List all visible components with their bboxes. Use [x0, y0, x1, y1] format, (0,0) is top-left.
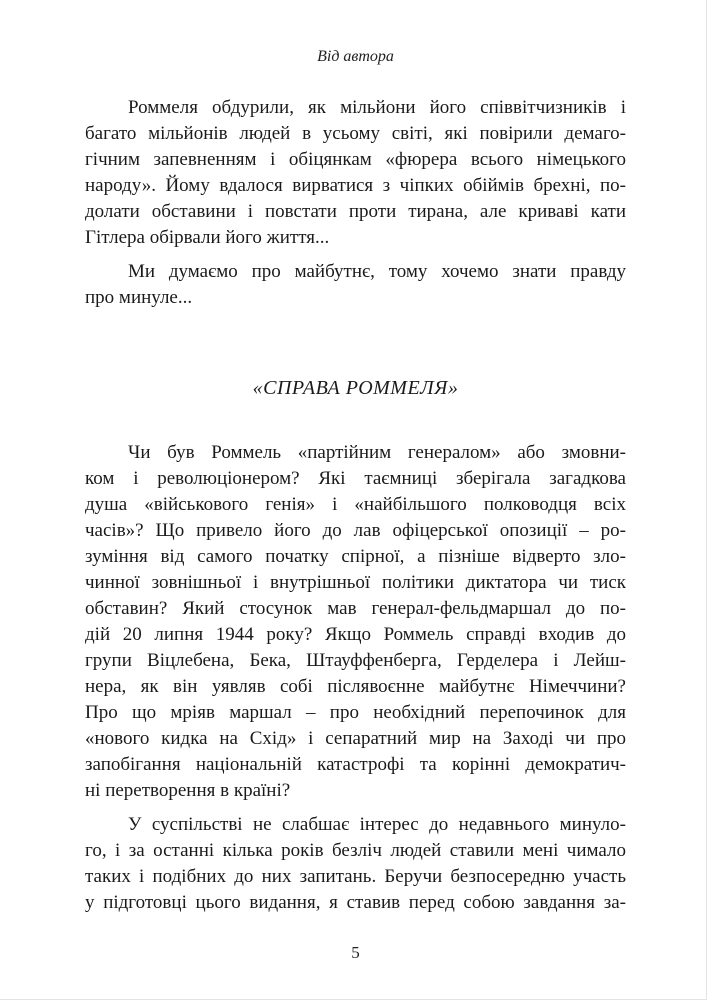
paragraph [85, 95, 626, 251]
paragraph [85, 440, 626, 804]
text-line: у підготовці цього видання, я ставив перед собою завдання за- [85, 892, 626, 913]
text-line: часів»? Що привело його до лав офіцерської опозиції – ро- [85, 520, 626, 541]
text-line: таких і подібних до них запитань. Беручи безпосередню участь [85, 866, 626, 887]
text-line: багато мільйонів людей в усьому світі, які повірили демаго- [85, 123, 626, 144]
text-line: ком і революціонером? Які таємниці зберігала загадкова [85, 468, 626, 489]
page-number: 5 [351, 943, 360, 962]
text-line: групи Віцлебена, Бека, Штауффенберга, Герделера і Лейш- [85, 650, 626, 671]
text-line: Гітлера обірвали його життя... [85, 227, 330, 248]
text-line: про минуле... [85, 287, 193, 308]
text-line: обставин? Який стосунок мав генерал-фельдмаршал до по- [85, 598, 626, 619]
text-line: нера, як він уявляв собі післявоєнне майбутнє Німеччини? [85, 676, 626, 697]
section-heading: «СПРАВА РОММЕЛЯ» [252, 377, 459, 399]
running-header: Від автора [317, 48, 394, 65]
text-line: Ми думаємо про майбутнє, тому хочемо знати правду [128, 261, 626, 282]
text-line: дій 20 липня 1944 року? Якщо Роммель справді входив до [85, 624, 626, 645]
text-line: народу». Йому вдалося вирватися з чіпких обіймів брехні, по- [85, 175, 626, 196]
text-line: Роммеля обдурили, як мільйони його співвітчизників і [128, 97, 626, 118]
text-line: Чи був Роммель «партійним генералом» або змовни- [128, 442, 626, 463]
text-line: ні перетворення в країні? [85, 780, 291, 801]
text-line: чинної зовнішньої і внутрішньої політики диктатора чи тиск [85, 572, 626, 593]
text-line: душа «військового генія» і «найбільшого полководця всіх [85, 494, 626, 515]
paragraph [85, 812, 626, 916]
text-line: гічним запевненням і обіцянкам «фюрера всього німецького [85, 149, 626, 170]
text-line: долати обставини і повстати проти тирана, але криваві кати [85, 201, 626, 222]
text-line: «нового кидка на Схід» і сепаратний мир на Заході чи про [85, 728, 626, 749]
text-line: запобігання національній катастрофі та корінні демократич- [85, 754, 626, 775]
text-line: зуміння від самого початку спірної, а пізніше відверто зло- [85, 546, 626, 567]
text-line: У суспільстві не слабшає інтерес до недавнього минуло- [128, 814, 626, 835]
text-line: Про що мріяв маршал – про необхідний перепочинок для [85, 702, 626, 723]
paragraph [85, 259, 626, 311]
text-line: го, і за останні кілька років безліч людей ставили мені чимало [85, 840, 626, 861]
